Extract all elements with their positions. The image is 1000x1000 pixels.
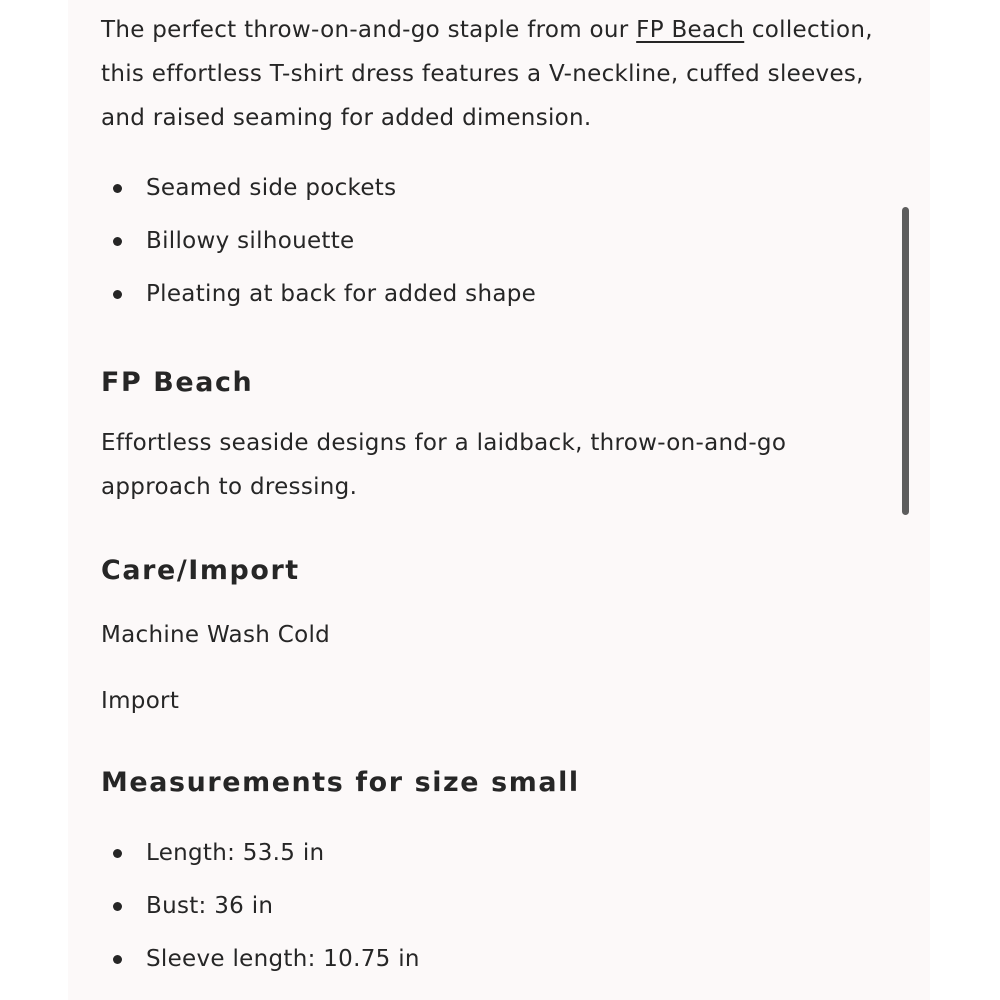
fp-beach-heading: FP Beach bbox=[101, 367, 254, 398]
description-text-end: collection, this effortless T-shirt dress features a V-neckline, cuffed sleeves, and raised seaming for added dimension. bbox=[101, 17, 873, 131]
fp-beach-description: Effortless seaside designs for a laidback, throw-on-and-go approach to dressing. bbox=[101, 430, 787, 500]
product-details-panel bbox=[68, 0, 930, 1000]
list-item: Billowy silhouette bbox=[101, 215, 891, 268]
list-item: Pleating at back for added shape bbox=[101, 268, 891, 321]
list-item: Length: 53.5 in bbox=[101, 827, 891, 880]
description-text-start: The perfect throw-on-and-go staple from our bbox=[101, 17, 637, 43]
product-details-content bbox=[101, 8, 891, 986]
care-import-heading: Care/Import bbox=[101, 555, 300, 586]
fp-beach-link[interactable]: FP Beach bbox=[636, 17, 745, 43]
scrollbar-thumb[interactable] bbox=[902, 207, 909, 515]
feature-list bbox=[101, 162, 891, 321]
product-description bbox=[101, 8, 891, 140]
list-item: Sleeve length: 10.75 in bbox=[101, 933, 891, 986]
import-note: Import bbox=[101, 688, 180, 714]
measurements-list bbox=[101, 827, 891, 986]
care-instruction: Machine Wash Cold bbox=[101, 622, 331, 648]
measurements-heading: Measurements for size small bbox=[101, 767, 580, 798]
list-item: Seamed side pockets bbox=[101, 162, 891, 215]
list-item: Bust: 36 in bbox=[101, 880, 891, 933]
